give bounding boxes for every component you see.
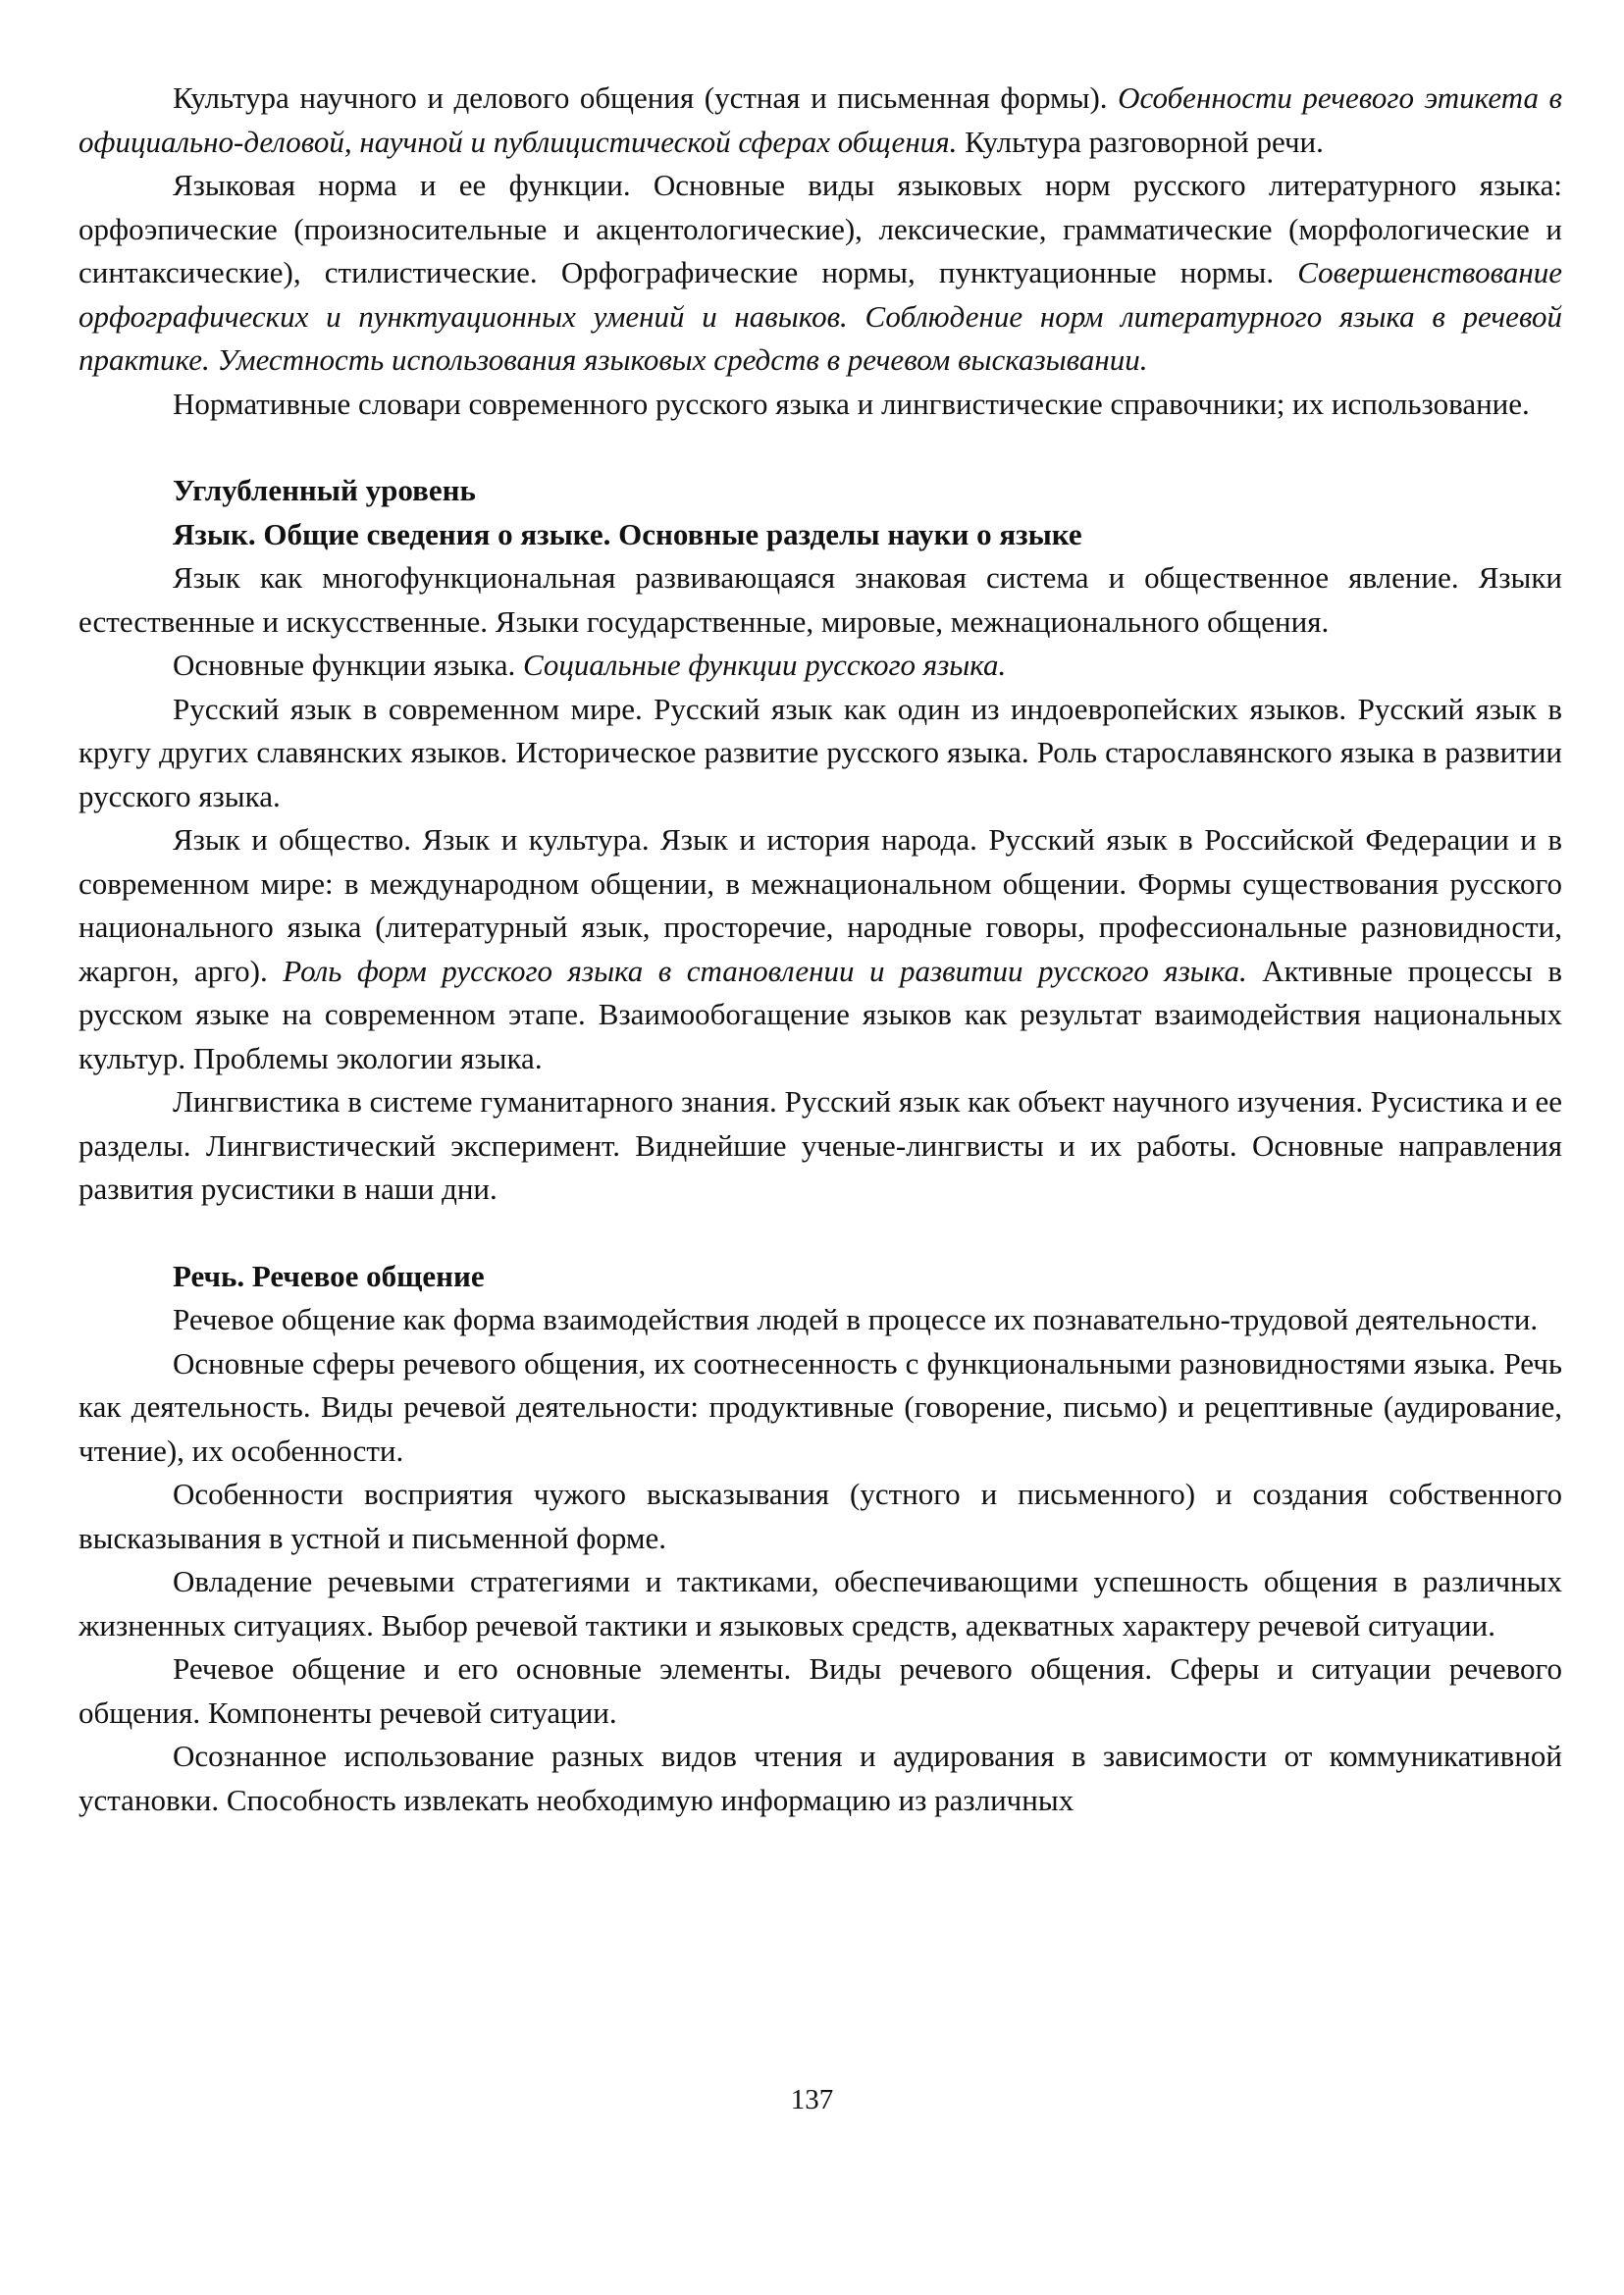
paragraph <box>79 164 1562 383</box>
paragraph <box>79 818 1562 1080</box>
paragraph-text: Культура научного и делового общения (устная и письменная формы). <box>173 80 1119 115</box>
paragraph: Нормативные словари современного русского языка и лингвистические справочники; их использование. <box>173 386 1530 421</box>
paragraph-text: Языковая норма и ее функции. Основные виды языковых норм русского литературного языка: орфоэпические (произносительные и акцентологические), лексические, грамматические (морфологические и синтаксические), стилистические. Орфографические нормы, пунктуационные нормы. <box>79 168 1562 289</box>
paragraph-text: Язык и общество. Язык и культура. Язык и история народа. Русский язык в Российской Федерации и в современном мире: в международном общении, в межнациональном общении. Формы существования русского национального языка (литературный язык, просторечие, народные говоры, профессиональные разновидности, жаргон, арго). <box>79 822 1562 988</box>
page-number: 137 <box>790 2084 834 2115</box>
document-page <box>79 77 1562 1822</box>
paragraph: Особенности восприятия чужого высказывания (устного и письменного) и создания собственного высказывания в устной и письменной форме. <box>79 1477 1562 1555</box>
paragraph-italic-text: Роль форм русского языка в становлении и развитии русского языка. <box>283 953 1247 988</box>
paragraph: Русский язык в современном мире. Русский язык как один из индоевропейских языков. Русский язык в кругу других славянских языков. Историческое развитие русского языка. Роль старославянского языка в развитии русского языка. <box>79 691 1562 813</box>
section-heading: Язык. Общие сведения о языке. Основные разделы науки о языке <box>173 516 1082 551</box>
section-heading: Речь. Речевое общение <box>173 1258 485 1293</box>
paragraph <box>79 644 1562 688</box>
paragraph-italic-text: Особенности речевого этикета в официально-деловой, научной и публицистической сферах общения. <box>79 80 1562 159</box>
paragraph: Овладение речевыми стратегиями и тактиками, обеспечивающими успешность общения в различных жизненных ситуациях. Выбор речевой тактики и языковых средств, адекватных характеру речевой ситуации. <box>79 1564 1562 1643</box>
paragraph-text: Культура разговорной речи. <box>957 124 1324 159</box>
paragraph <box>79 77 1562 164</box>
paragraph-italic-text: Социальные функции русского языка. <box>522 648 1007 682</box>
paragraph: Речевое общение как форма взаимодействия людей в процессе их познавательно-трудовой деятельности. <box>173 1302 1539 1336</box>
paragraph: Речевое общение и его основные элементы. Виды речевого общения. Сферы и ситуации речевого общения. Компоненты речевой ситуации. <box>79 1651 1562 1730</box>
paragraph-text: Активные процессы в русском языке на современном этапе. Взаимообогащение языков как результат взаимодействия национальных культур. Проблемы экологии языка. <box>79 953 1562 1075</box>
paragraph-text: Основные функции языка. <box>173 648 523 682</box>
paragraph: Основные сферы речевого общения, их соотнесенность с функциональными разновидностями языка. Речь как деятельность. Виды речевой деятельности: продуктивные (говорение, письмо) и рецептивные (аудирование, чтение), их особенности. <box>79 1345 1562 1468</box>
paragraph: Лингвистика в системе гуманитарного знания. Русский язык как объект научного изучения. Русистика и ее разделы. Лингвистический эксперимент. Виднейшие ученые-лингвисты и их работы. Основные направления развития русистики в наши дни. <box>79 1084 1562 1206</box>
paragraph: Язык как многофункциональная развивающаяся знаковая система и общественное явление. Языки естественные и искусственные. Языки государственные, мировые, межнационального общения. <box>79 560 1562 639</box>
level-heading: Углубленный уровень <box>173 473 476 507</box>
paragraph: Осознанное использование разных видов чтения и аудирования в зависимости от коммуникативной установки. Способность извлекать необходимую информацию из различных <box>79 1739 1562 1817</box>
paragraph-italic-text: Совершенствование орфографических и пунктуационных умений и навыков. Соблюдение норм литературного языка в речевой практике. Уместность использования языковых средств в речевом высказывании. <box>79 255 1562 377</box>
